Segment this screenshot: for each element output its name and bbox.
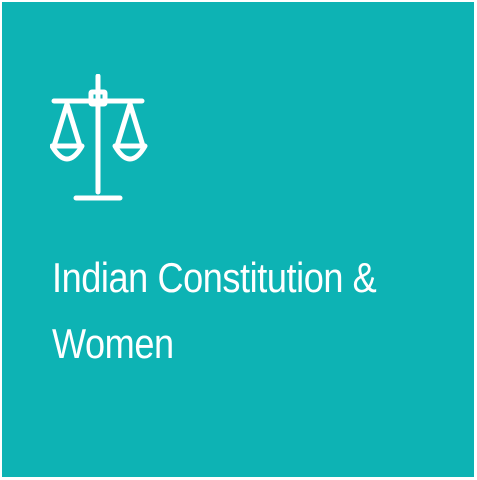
- scales-of-justice-icon: [50, 74, 150, 204]
- card-title: Indian Constitution & Women: [52, 254, 377, 367]
- category-card[interactable]: [2, 2, 474, 477]
